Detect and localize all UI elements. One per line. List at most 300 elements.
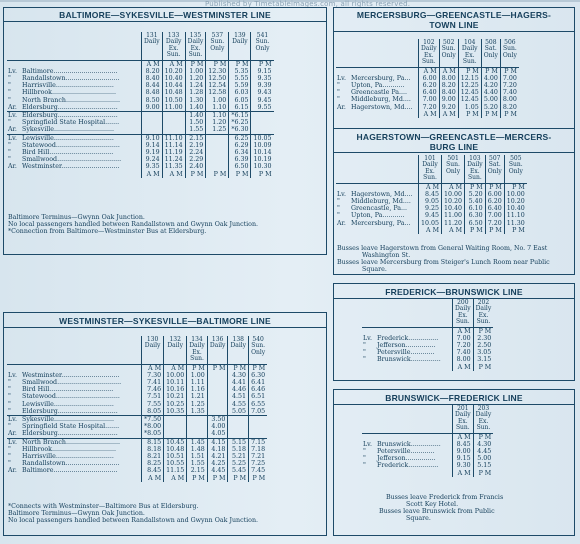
- trip-days: Daily: [165, 38, 182, 46]
- time-cell: P M: [228, 475, 249, 482]
- time-cell: [142, 119, 163, 126]
- time-cell: 10.50: [162, 97, 185, 104]
- stop-prefix: ": [363, 448, 366, 456]
- stop-name-text: Greencastle, Pa.: [351, 205, 404, 213]
- stop-name-text: Sykesville: [22, 416, 54, 424]
- note-line: Baltimore Terminus—Gwynn Oak Junction.: [8, 214, 145, 221]
- table-row: [7, 393, 267, 400]
- time-cell: 6.10: [465, 205, 486, 212]
- time-cell: 4.00: [207, 423, 228, 430]
- stop-prefix: ": [8, 453, 11, 461]
- time-cell: 7.20: [500, 82, 519, 89]
- column-header: [465, 155, 486, 183]
- time-cell: 8.50: [142, 97, 163, 104]
- column-header: [206, 32, 229, 60]
- time-cell: 7.55: [142, 401, 164, 408]
- time-cell: [206, 163, 229, 170]
- table-row: [7, 401, 267, 408]
- time-cell: P M: [187, 364, 208, 372]
- note-line: No local passengers handled between Randallstown and Gwynn Oak Junction.: [8, 221, 259, 229]
- table-row: [7, 112, 274, 120]
- time-cell: [162, 119, 185, 126]
- stop-prefix: Ar.: [8, 163, 17, 171]
- time-cell: 8.18: [142, 446, 164, 453]
- leader-dots: ..............................: [53, 134, 114, 142]
- time-cell: 5.15: [473, 462, 493, 469]
- time-cell: 11.00: [442, 212, 465, 219]
- stop-name-text: Petersville: [377, 448, 411, 456]
- trip-number: 104: [464, 39, 476, 46]
- stop-name: [21, 75, 142, 82]
- time-cell: A M: [453, 364, 474, 371]
- leader-dots: ...: [406, 103, 413, 111]
- time-cell: 9.20: [439, 104, 458, 111]
- stop-name: [376, 470, 453, 477]
- time-cell: 8.05: [142, 408, 164, 416]
- time-cell: 8.21: [142, 453, 164, 460]
- stop-name-text: Petersville: [377, 349, 411, 357]
- time-cell: A M: [164, 475, 187, 482]
- table-row: [7, 68, 274, 75]
- table-row: [7, 453, 267, 460]
- table-row: [336, 205, 527, 212]
- time-cell: [228, 416, 249, 424]
- time-cell: 8.15: [142, 438, 164, 446]
- frederick-brunswick-panel: [333, 283, 575, 381]
- time-cell: 1.28: [185, 89, 206, 96]
- time-cell: 9.19: [142, 149, 163, 156]
- time-cell: P M: [229, 60, 251, 68]
- time-cell: 5.00: [473, 455, 493, 462]
- time-cell: [162, 126, 185, 134]
- stop-prefix: ": [337, 198, 340, 206]
- time-cell: 6.20: [419, 82, 440, 89]
- stop-name-text: Smallwood: [22, 156, 58, 164]
- time-cell: 6.50: [229, 163, 251, 170]
- trip-number: 133: [167, 32, 180, 39]
- stop-name-text: Jefferson: [377, 342, 406, 350]
- header-corner: [336, 39, 419, 67]
- column-header: [228, 336, 249, 364]
- stop-prefix: [336, 111, 350, 118]
- column-header: [458, 39, 481, 67]
- stop-name: [350, 191, 419, 198]
- column-header: [185, 32, 206, 60]
- stop-name-text: Bird Hill: [22, 386, 50, 394]
- header-corner: [336, 155, 419, 183]
- time-cell: 12.50: [206, 75, 229, 82]
- table-row: [336, 104, 519, 111]
- time-cell: 8.45: [419, 191, 442, 198]
- time-cell: 11.30: [504, 220, 527, 227]
- note-line: Washington St.: [362, 252, 411, 259]
- time-cell: 9.15: [251, 68, 274, 75]
- stop-name-text: Hillbrook: [22, 445, 52, 453]
- time-cell: 1.24: [185, 82, 206, 89]
- table-row: [7, 156, 274, 163]
- stop-name: [376, 349, 453, 356]
- time-cell: 11.20: [442, 220, 465, 227]
- time-cell: A M: [453, 433, 474, 441]
- table-row: [7, 82, 274, 89]
- table-row: [336, 89, 519, 96]
- time-cell: [207, 408, 228, 416]
- stop-name-text: Smallwood: [22, 379, 58, 387]
- column-header: [439, 39, 458, 67]
- note-line: Square.: [406, 515, 431, 522]
- trip-number: 132: [169, 336, 181, 343]
- stop-prefix: ": [363, 356, 366, 364]
- column-header: [164, 336, 187, 364]
- time-cell: [251, 112, 274, 120]
- table-row: [7, 438, 267, 446]
- stop-name: [376, 448, 453, 455]
- column-header: [419, 39, 440, 67]
- stop-name: [21, 119, 142, 126]
- stop-name-text: Eldersburg: [22, 112, 58, 120]
- time-cell: 10.00: [504, 191, 527, 198]
- hagerstown-mercersburg-table: [336, 155, 527, 234]
- header-corner: [362, 405, 453, 433]
- stop-name-text: Westminster: [22, 371, 62, 379]
- time-cell: 10.20: [442, 198, 465, 205]
- time-cell: *8.05: [142, 430, 164, 438]
- column-header: [249, 336, 268, 364]
- time-cell: 4.45: [207, 467, 228, 474]
- stop-name: [376, 462, 453, 469]
- stop-name-text: Lewisville: [22, 134, 54, 142]
- column-header: [187, 336, 208, 364]
- trip-days: Sun.: [251, 342, 265, 350]
- time-cell: 1.16: [187, 386, 208, 393]
- time-cell: 4.45: [473, 448, 493, 455]
- table-row: [7, 104, 274, 112]
- time-cell: 4.25: [207, 460, 228, 467]
- stop-name: [21, 467, 142, 474]
- stop-name: [21, 372, 142, 379]
- time-cell: 8.20: [439, 82, 458, 89]
- trip-days: [484, 59, 498, 65]
- time-cell: 2.15: [185, 134, 206, 142]
- time-cell: 5.20: [465, 191, 486, 198]
- time-cell: P M: [187, 475, 208, 482]
- time-cell: 8.00: [453, 356, 474, 363]
- stop-name: [376, 455, 453, 462]
- trip-days: Sun.: [190, 355, 204, 363]
- time-cell: 1.55: [187, 460, 208, 467]
- time-cell: A M: [164, 364, 187, 372]
- note-line: Scott Key Hotel.: [406, 501, 459, 508]
- stop-name-text: Eldersburg: [22, 407, 58, 415]
- time-cell: 6.46: [249, 386, 268, 393]
- time-cell: 4.15: [207, 438, 228, 446]
- time-cell: 1.25: [206, 126, 229, 134]
- stop-prefix: ": [363, 462, 366, 470]
- time-cell: P M: [473, 470, 493, 477]
- time-cell: 12.45: [458, 96, 481, 103]
- trip-days: [488, 175, 502, 181]
- time-cell: 7.00: [485, 212, 504, 219]
- time-cell: 1.50: [185, 119, 206, 126]
- trip-number: 508: [485, 39, 497, 46]
- time-cell: A M: [142, 364, 164, 372]
- time-cell: A M: [142, 60, 163, 68]
- stop-name: [21, 430, 142, 438]
- stop-prefix: ": [8, 156, 11, 164]
- note-line: Busses leave Mercersburg from Steiger's Lunch Room near Public: [337, 259, 550, 266]
- column-header: [453, 405, 474, 433]
- trip-days: Only: [483, 51, 498, 59]
- time-cell: *6.25: [229, 119, 251, 126]
- trip-days: Sat.: [484, 45, 497, 53]
- time-cell: 5.05: [228, 408, 249, 416]
- time-cell: [206, 142, 229, 149]
- time-cell: [206, 149, 229, 156]
- frederick-brunswick-title: FREDERICK—BRUNSWICK LINE: [385, 287, 523, 297]
- column-header: [453, 299, 474, 327]
- time-cell: 9.45: [251, 97, 274, 104]
- note-line: Baltimore Terminus—Gwynn Oak Junction.: [8, 510, 145, 518]
- leader-dots: .............................: [55, 82, 114, 90]
- stop-prefix: ": [8, 379, 11, 387]
- stop-prefix: ": [363, 455, 366, 463]
- time-cell: 7.21: [249, 453, 268, 460]
- stop-prefix: [362, 470, 376, 477]
- time-cell: 11.00: [162, 104, 185, 112]
- stop-name-text: Bird Hill: [22, 149, 50, 157]
- stop-name: [21, 60, 142, 68]
- trip-days: Daily: [422, 161, 438, 169]
- trip-number: 139: [234, 32, 246, 39]
- leader-dots: ................................: [57, 379, 122, 387]
- time-cell: 6.25: [229, 134, 251, 142]
- time-cell: 10.44: [162, 82, 185, 89]
- time-cell: 8.20: [500, 104, 519, 111]
- header-corner: [7, 336, 142, 364]
- trip-days: [253, 52, 271, 58]
- leader-dots: ................................: [53, 67, 118, 75]
- time-cell: 6.30: [465, 212, 486, 219]
- trip-number: 130: [146, 336, 159, 343]
- time-cell: 2.19: [185, 142, 206, 149]
- time-cell: A M: [419, 227, 442, 234]
- column-header: [142, 32, 163, 60]
- mercersburg-hagerstown-panel: [333, 7, 575, 275]
- stop-name-text: Frederick: [377, 334, 409, 342]
- trip-days: Ex.: [168, 44, 179, 52]
- time-cell: P M: [504, 183, 527, 191]
- column-header: [481, 39, 500, 67]
- trip-days: [251, 356, 265, 362]
- time-cell: 9.55: [251, 104, 274, 112]
- table-row: [7, 97, 274, 104]
- stop-prefix: [7, 364, 21, 372]
- trip-days: [230, 356, 246, 362]
- stop-name: [350, 89, 419, 96]
- time-cell: 2.50: [473, 342, 493, 349]
- table-row: [336, 227, 527, 234]
- trip-number: 201: [457, 405, 469, 412]
- time-cell: [207, 372, 228, 379]
- time-cell: A M: [419, 111, 440, 118]
- time-cell: 7.20: [419, 104, 440, 111]
- time-cell: 1.40: [185, 104, 206, 112]
- time-cell: 5.40: [465, 198, 486, 205]
- leader-dots: ...........................: [65, 96, 120, 104]
- time-cell: 12.30: [206, 68, 229, 75]
- note-line: Busses leave Frederick from Francis: [386, 494, 504, 501]
- time-cell: 9.45: [419, 212, 442, 219]
- time-cell: 6.15: [229, 104, 251, 112]
- column-header: [504, 155, 527, 183]
- table-row: [7, 149, 274, 156]
- table-row: [7, 60, 274, 68]
- time-cell: 5.21: [228, 453, 249, 460]
- stop-prefix: ": [337, 82, 340, 90]
- leader-dots: ................................: [51, 445, 117, 453]
- time-cell: P M: [207, 475, 228, 482]
- stop-prefix: Ar.: [337, 219, 346, 227]
- time-cell: P M: [481, 67, 500, 75]
- trip-days: Daily: [232, 38, 248, 46]
- stop-prefix: Ar.: [8, 126, 17, 134]
- table-row: [336, 220, 527, 227]
- frederick-brunswick-table: [362, 299, 493, 371]
- trip-number: 134: [191, 336, 203, 343]
- time-cell: [187, 430, 208, 438]
- table-row: [7, 163, 274, 170]
- time-cell: 9.00: [439, 96, 458, 103]
- stop-name: [21, 104, 142, 112]
- stop-prefix: [336, 227, 350, 234]
- time-cell: 10.16: [164, 386, 187, 393]
- time-cell: 8.40: [439, 89, 458, 96]
- stop-name: [350, 104, 419, 111]
- note-line: Busses leave Brunswick from Public: [379, 508, 495, 515]
- leader-dots: ................................: [55, 141, 120, 149]
- note-line: No local passengers handled between Randallstown and Gwynn Oak Junction.: [8, 517, 259, 525]
- hagerstown-mercersburg-title-2: BURG LINE: [429, 142, 479, 152]
- time-cell: 2.40: [185, 163, 206, 170]
- time-cell: A M: [442, 183, 465, 191]
- time-cell: [249, 430, 268, 438]
- time-cell: 8.20: [142, 68, 163, 75]
- time-cell: P M: [185, 60, 206, 68]
- table-row: [336, 212, 527, 219]
- stop-name-text: Frederick: [377, 462, 409, 470]
- trip-days: Only: [210, 44, 225, 52]
- stop-prefix: ": [8, 89, 11, 97]
- stop-name: [21, 475, 142, 482]
- column-header: [142, 336, 164, 364]
- stop-prefix: ": [8, 82, 11, 90]
- time-cell: 12.45: [458, 89, 481, 96]
- leader-dots: ................................: [51, 89, 117, 97]
- time-cell: P M: [485, 183, 504, 191]
- stop-name-text: Springfield State Hospital: [22, 423, 106, 431]
- time-cell: *6.15: [229, 112, 251, 120]
- time-cell: 10.48: [162, 89, 185, 96]
- stop-prefix: Lv.: [7, 134, 21, 142]
- leader-dots: ..: [406, 74, 411, 82]
- stop-name: [21, 438, 142, 446]
- time-cell: 5.20: [481, 104, 500, 111]
- table-row: [336, 67, 519, 75]
- trip-days: Daily: [461, 45, 478, 53]
- stop-prefix: ": [363, 349, 366, 357]
- trip-days: Sun.: [255, 38, 270, 46]
- time-cell: 7.18: [249, 446, 268, 453]
- column-header: [500, 39, 519, 67]
- time-cell: P M: [481, 111, 500, 118]
- stop-name-text: Springfield State Hospital: [22, 119, 106, 127]
- table-row: [336, 198, 527, 205]
- stop-name: [376, 342, 453, 349]
- time-cell: [206, 134, 229, 142]
- time-cell: 8.00: [500, 96, 519, 103]
- time-cell: P M: [473, 433, 493, 441]
- time-cell: 10.00: [442, 191, 465, 198]
- trip-days: Only: [508, 167, 523, 175]
- time-cell: 11.15: [164, 467, 187, 474]
- trip-days: Ex.: [470, 167, 480, 175]
- time-cell: 4.51: [228, 393, 249, 400]
- time-cell: 10.35: [164, 408, 187, 416]
- stop-prefix: ": [8, 423, 11, 431]
- stop-name-text: Baltimore: [22, 67, 54, 75]
- time-cell: 8.45: [453, 441, 474, 448]
- table-row: [7, 134, 274, 142]
- stop-name: [21, 156, 142, 163]
- time-cell: 4.00: [481, 75, 500, 82]
- stop-name: [350, 67, 419, 75]
- column-header: [473, 299, 493, 327]
- leader-dots: ..........: [384, 212, 405, 220]
- baltimore-westminster-table: [7, 32, 274, 178]
- trip-days: Daily: [144, 342, 161, 350]
- time-cell: 4.30: [473, 441, 493, 448]
- leader-dots: ..............................: [57, 407, 118, 415]
- time-cell: 8.40: [142, 75, 163, 82]
- time-cell: 5.35: [229, 68, 251, 75]
- stop-name: [376, 327, 453, 335]
- time-cell: 1.25: [187, 401, 208, 408]
- stop-prefix: ": [8, 96, 11, 104]
- time-cell: 7.20: [485, 220, 504, 227]
- time-cell: 1.10: [206, 104, 229, 112]
- stop-name-text: Middleburg, Md.: [351, 96, 405, 104]
- time-cell: 7.25: [249, 460, 268, 467]
- stop-name: [350, 82, 419, 89]
- stop-name-text: Hagerstown, Md.: [351, 190, 407, 198]
- stop-name: [21, 97, 142, 104]
- column-header: [473, 405, 493, 433]
- stop-name: [376, 441, 453, 448]
- time-cell: 4.55: [228, 401, 249, 408]
- time-cell: [187, 416, 208, 424]
- time-cell: 9.35: [142, 163, 163, 170]
- leader-dots: ............: [410, 448, 435, 456]
- leader-dots: ..............................: [57, 103, 118, 111]
- time-cell: 5.00: [481, 96, 500, 103]
- stop-name: [21, 460, 142, 467]
- time-cell: 7.46: [142, 386, 164, 393]
- stop-name-text: Randallstown: [22, 75, 66, 83]
- time-cell: P M: [185, 171, 206, 178]
- stop-name-text: Harrisville: [22, 453, 56, 461]
- stop-name: [21, 82, 142, 89]
- trip-number: 103: [469, 155, 481, 162]
